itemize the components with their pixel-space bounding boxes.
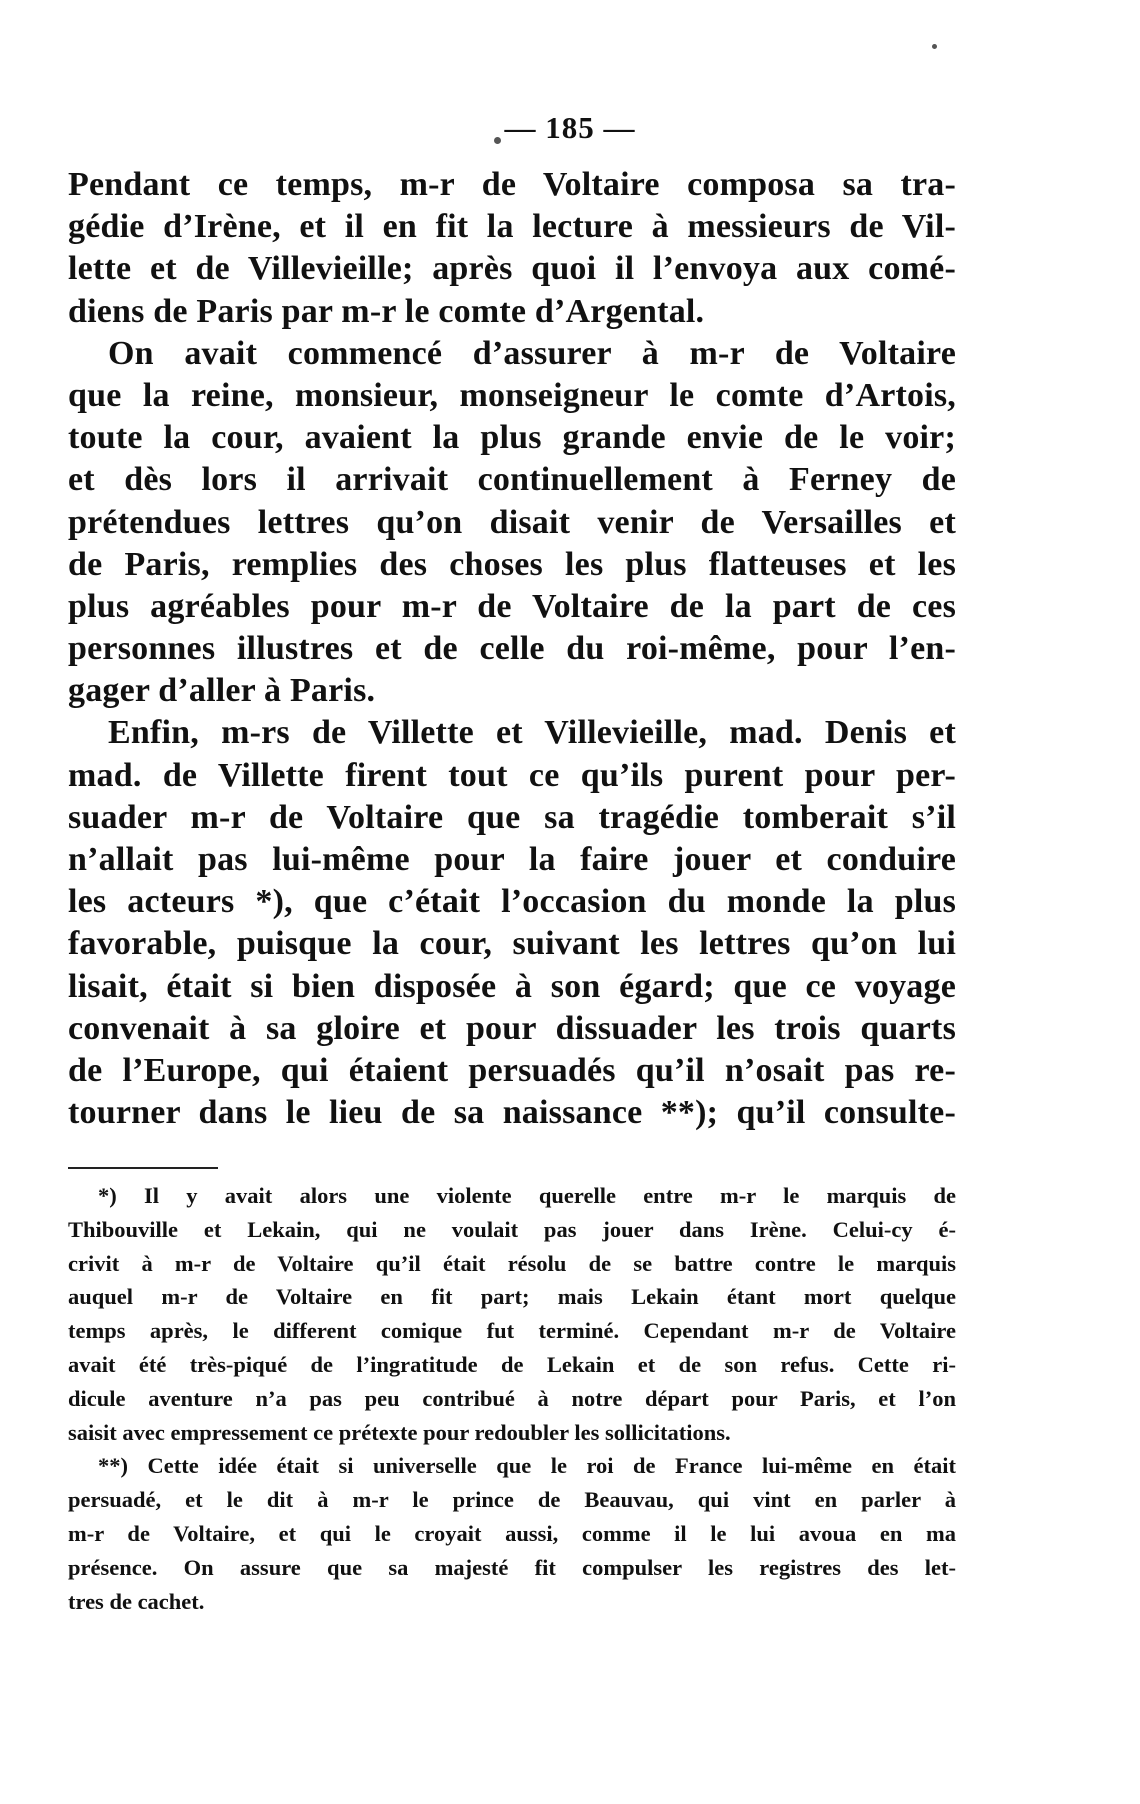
text-line: diens de Paris par m-r le comte d’Argental. bbox=[68, 292, 705, 330]
footnote-line: crivit à m-r de Voltaire qu’il était résolu de se battre contre le marquis bbox=[68, 1250, 956, 1276]
footnote-line: temps après, le different comique fut terminé. Cependant m-r de Voltaire bbox=[68, 1318, 956, 1344]
footnotes bbox=[68, 1179, 956, 1618]
text-line: Pendant ce temps, m-r de Voltaire composa sa tra- bbox=[68, 166, 956, 203]
text-line: lette et de Villevieille; après quoi il l’envoya aux comé- bbox=[68, 250, 956, 288]
print-speck bbox=[932, 44, 937, 49]
main-text bbox=[68, 164, 956, 1134]
text-line: et dès lors il arrivait continuellement à Ferney de bbox=[68, 461, 956, 499]
footnote-line: dicule aventure n’a pas peu contribué à notre départ pour Paris, et l’on bbox=[68, 1385, 956, 1411]
footnote-line: présence. On assure que sa majesté fit compulser les registres des let- bbox=[68, 1554, 956, 1580]
text-line: favorable, puisque la cour, suivant les lettres qu’on lui bbox=[68, 925, 956, 963]
footnote-line: tres de cachet. bbox=[68, 1588, 205, 1614]
footnote-line: saisit avec empressement ce prétexte pour redoubler les sollicitations. bbox=[68, 1419, 731, 1445]
text-line: n’allait pas lui-même pour la faire jouer et conduire bbox=[68, 841, 956, 878]
footnote-line: Thibouville et Lekain, qui ne voulait pas jouer dans Irène. Celui-cy é- bbox=[68, 1216, 956, 1242]
text-line: suader m-r de Voltaire que sa tragédie tomberait s’il bbox=[68, 798, 956, 836]
text-line: prétendues lettres qu’on disait venir de Versailles et bbox=[68, 503, 956, 541]
text-line: Enfin, m-rs de Villette et Villevieille, mad. Denis et bbox=[108, 714, 956, 752]
text-line: personnes illustres et de celle du roi-même, pour l’en- bbox=[68, 630, 956, 668]
text-line: mad. de Villette firent tout ce qu’ils purent pour per- bbox=[68, 756, 956, 794]
footnote-line: m-r de Voltaire, et qui le croyait aussi, comme il le lui avoua en ma bbox=[68, 1520, 956, 1546]
text-line: de l’Europe, qui étaient persuadés qu’il n’osait pas re- bbox=[68, 1051, 956, 1089]
text-line: tourner dans le lieu de sa naissance **); qu’il consulte- bbox=[68, 1094, 956, 1132]
page-number: — 185 — bbox=[504, 110, 636, 145]
text-line: toute la cour, avaient la plus grande envie de le voir; bbox=[68, 419, 956, 457]
text-line: plus agréables pour m-r de Voltaire de la part de ces bbox=[68, 587, 956, 625]
text-line: gager d’aller à Paris. bbox=[68, 672, 376, 710]
text-line: les acteurs *), que c’était l’occasion du monde la plus bbox=[68, 883, 956, 921]
text-line: convenait à sa gloire et pour dissuader les trois quarts bbox=[68, 1009, 956, 1047]
text-line: que la reine, monsieur, monseigneur le comte d’Artois, bbox=[68, 376, 956, 414]
text-line: gédie d’Irène, et il en fit la lecture à messieurs de Vil- bbox=[68, 208, 956, 246]
footnote-line: **) Cette idée était si universelle que le roi de France lui-même en était bbox=[98, 1453, 956, 1479]
footnote-line: persuadé, et le dit à m-r le prince de Beauvau, qui vint en parler à bbox=[68, 1487, 956, 1513]
footnote-line: auquel m-r de Voltaire en fit part; mais Lekain étant mort quelque bbox=[68, 1284, 956, 1310]
footnote-divider bbox=[68, 1167, 218, 1169]
text-line: de Paris, remplies des choses les plus flatteuses et les bbox=[68, 545, 956, 583]
footnote-line: avait été très-piqué de l’ingratitude de Lekain et de son refus. Cette ri- bbox=[68, 1351, 956, 1377]
text-line: On avait commencé d’assurer à m-r de Voltaire bbox=[108, 334, 956, 372]
footnote-line: *) Il y avait alors une violente querelle entre m-r le marquis de bbox=[98, 1183, 956, 1208]
text-line: lisait, était si bien disposée à son égard; que ce voyage bbox=[68, 967, 956, 1005]
